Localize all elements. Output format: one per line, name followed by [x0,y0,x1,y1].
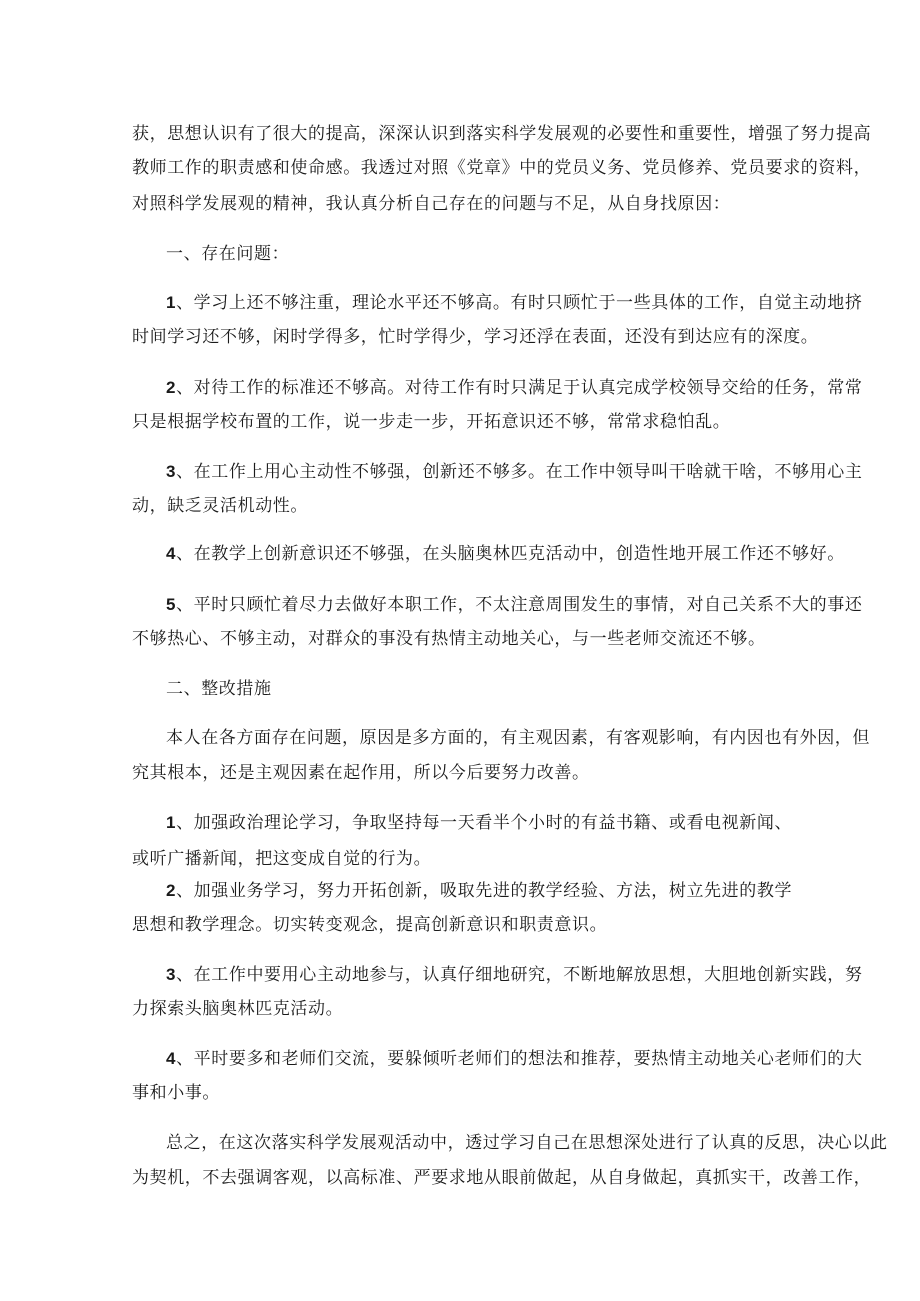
item-text: 、加强政治理论学习，争取坚持每一天看半个小时的有益书籍、或看电视新闻、 [176,813,793,833]
problem-item [166,292,862,314]
item-text: 、在工作中要用心主动地参与，认真仔细地研究，不断地解放思想，大胆地创新实践，努 [176,965,863,985]
problem-item [166,594,862,616]
problem-item [166,377,862,399]
item-number: 1 [166,813,177,832]
item-text: 事和小事。 [132,1083,220,1103]
item-text: 不够热心、不够主动，对群众的事没有热情主动地关心，与一些老师交流还不够。 [132,629,766,649]
measure-item [166,812,792,834]
paragraph-line: 究其根本，还是主观因素在起作用，所以今后要努力改善。 [132,763,590,783]
intro-line: 获，思想认识有了很大的提高，深深认识到落实科学发展观的必要性和重要性，增强了努力提高 [132,124,872,144]
item-text: 、对待工作的标准还不够高。对待工作有时只满足于认真完成学校领导交给的任务，常常 [176,378,863,398]
item-number: 5 [166,595,177,614]
item-text: 、学习上还不够注重，理论水平还不够高。有时只顾忙于一些具体的工作，自觉主动地挤 [176,293,863,313]
measure-item [166,964,862,986]
item-text: 只是根据学校布置的工作，说一步走一步，开拓意识还不够，常常求稳怕乱。 [132,412,731,432]
item-number: 4 [166,1049,177,1068]
item-text: 或听广播新闻，把这变成自觉的行为。 [132,849,432,869]
problem-item [166,543,845,565]
item-number: 3 [166,462,177,481]
item-number: 2 [166,378,177,397]
item-text: 、平时要多和老师们交流，要躲倾听老师们的想法和推荐，要热情主动地关心老师们的大 [176,1049,863,1069]
item-number: 2 [166,881,177,900]
section-heading: 一、存在问题： [166,244,290,264]
item-text: 思想和教学理念。切实转变观念，提高创新意识和职责意识。 [132,915,608,935]
section-heading: 二、整改措施 [166,679,272,699]
conclusion-line: 为契机，不去强调客观，以高标准、严要求地从眼前做起，从自身做起，真抓实干，改善工作， [132,1168,872,1188]
intro-line: 教师工作的职责感和使命感。我透过对照《党章》中的党员义务、党员修养、党员要求的资料， [132,158,872,178]
conclusion-line: 总之，在这次落实科学发展观活动中，透过学习自己在思想深处进行了认真的反思，决心以此 [166,1133,888,1153]
item-text: 、在工作上用心主动性不够强，创新还不够多。在工作中领导叫干啥就干啥，不够用心主 [176,462,863,482]
measure-item [166,1048,862,1070]
item-text: 动，缺乏灵活机动性。 [132,496,308,516]
measure-item [166,880,792,902]
problem-item [166,461,862,483]
item-text: 、加强业务学习，努力开拓创新，吸取先进的教学经验、方法，树立先进的教学 [176,881,793,901]
paragraph-line: 本人在各方面存在问题，原因是多方面的，有主观因素，有客观影响，有内因也有外因，但 [166,728,870,748]
item-text: 时间学习还不够，闲时学得多，忙时学得少，学习还浮在表面，还没有到达应有的深度。 [132,327,819,347]
item-text: 、平时只顾忙着尽力去做好本职工作，不太注意周围发生的事情，对自己关系不大的事还 [176,595,863,615]
intro-line: 对照科学发展观的精神，我认真分析自己存在的问题与不足，从自身找原因： [132,194,731,214]
item-number: 1 [166,293,177,312]
item-number: 3 [166,965,177,984]
item-number: 4 [166,544,177,563]
item-text: 、在教学上创新意识还不够强，在头脑奥林匹克活动中，创造性地开展工作还不够好。 [176,544,845,564]
item-text: 力探索头脑奥林匹克活动。 [132,999,344,1019]
